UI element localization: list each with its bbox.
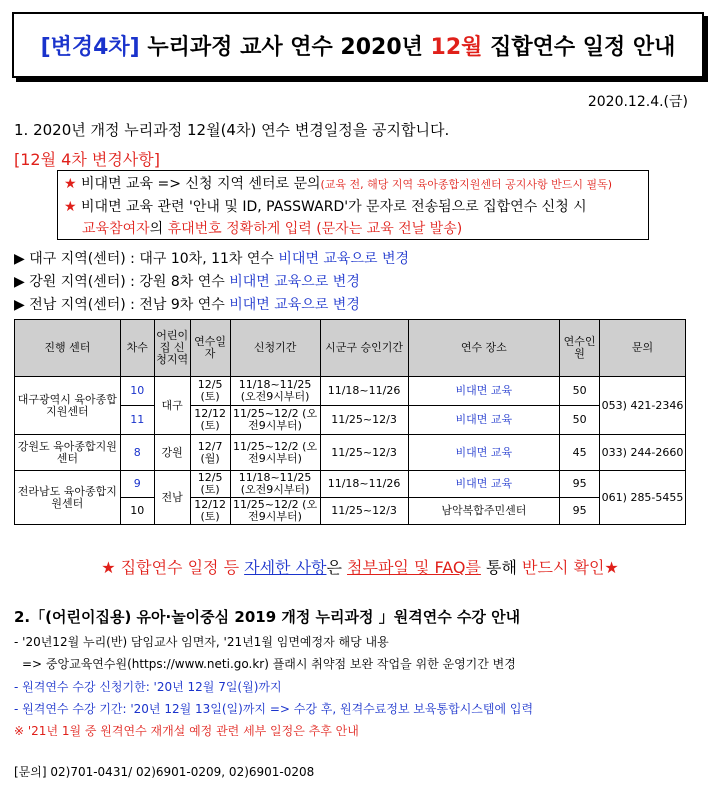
info-line-1: - '20년12월 누리(반) 담임교사 임면자, '21년1월 임면예정자 해당 내용 <box>14 635 389 649</box>
section1-heading: 1. 2020년 개정 누리과정 12월(4차) 연수 변경일정을 공지합니다. <box>14 121 450 139</box>
header-contact: 문의 <box>600 320 686 377</box>
header-round: 차수 <box>120 320 154 377</box>
notice-text-1a: 비대면 교육 => 신청 지역 센터로 문의 <box>81 176 321 192</box>
title-main: 누리과정 교사 연수 2020년 <box>139 34 431 60</box>
notice-text-1b: (교육 전, 해당 지역 육아종합지원센터 공지사항 반드시 필독) <box>320 178 613 191</box>
schedule-table <box>14 319 686 525</box>
change-notice-box <box>57 170 649 240</box>
star-icon: ★ <box>64 176 77 192</box>
notice-line-2 <box>64 196 642 218</box>
notice-text-2a: 비대면 교육 관련 '안내 및 ID, PASSWARD'가 문자로 전송됨으로 집합연수 신청 시 <box>81 199 587 215</box>
table-row: 10 12/12 (토) 11/25~12/2 (오전9시부터) 11/25~12/3 남악복합주민센터 95 <box>15 498 686 525</box>
title-box <box>12 12 704 78</box>
title-change-tag: [변경4차] <box>40 34 140 60</box>
notice-text-3b: 의 <box>149 221 168 237</box>
contact-jeonnam: 061) 285-5455 <box>600 471 686 525</box>
region-jeonnam: ▶ 전남 지역(센터) : 전남 9차 연수 비대면 교육으로 변경 <box>14 297 360 313</box>
star-icon: ★ <box>64 199 77 215</box>
section2-heading: 2.「(어린이집용) 유아·놀이중심 2019 개정 누리과정 」원격연수 수강 안내 <box>14 608 521 626</box>
area-gangwon: 강원 <box>154 435 190 471</box>
center-gangwon: 강원도 육아종합지원센터 <box>15 435 121 471</box>
header-area: 어린이집 신청지역 <box>154 320 190 377</box>
header-apply: 신청기간 <box>230 320 320 377</box>
area-daegu: 대구 <box>154 377 190 435</box>
info-line-2: => 중앙교육연수원(https://www.neti.go.kr) 플래시 취약점 보완 작업을 위한 운영기간 변경 <box>22 657 516 671</box>
table-row: 전라남도 육아종합지원센터 9 전남 12/5 (토) 11/18~11/25 (오전9시부터) 11/18~11/26 비대면 교육 95 061) 285-5455 <box>15 471 686 498</box>
info-line-5: ※ '21년 1월 중 원격연수 재개설 예정 관련 세부 일정은 추후 안내 <box>14 724 359 738</box>
center-daegu: 대구광역시 육아종합지원센터 <box>15 377 121 435</box>
region-daegu: ▶ 대구 지역(센터) : 대구 10차, 11차 연수 비대면 교육으로 변경 <box>14 251 410 267</box>
header-date: 연수일자 <box>190 320 230 377</box>
info-line-4: - 원격연수 수강 기간: '20년 12월 13일(일)까지 => 수강 후, 원격수료정보 보육통합시스템에 입력 <box>14 702 534 716</box>
contact-daegu: 053) 421-2346 <box>600 377 686 435</box>
notice-text-3c: 휴대번호 정확하게 입력 (문자는 교육 전날 발송) <box>167 221 463 237</box>
notice-line-1 <box>64 173 642 196</box>
header-count: 연수인원 <box>560 320 600 377</box>
table-row: 강원도 육아종합지원센터 8 강원 12/7 (월) 11/25~12/2 (오전9시부터) 11/25~12/3 비대면 교육 45 033) 244-2660 <box>15 435 686 471</box>
change-heading: [12월 4차 변경사항] <box>14 150 160 169</box>
area-jeonnam: 전남 <box>154 471 190 525</box>
notice-text-3a: 교육참여자 <box>82 221 150 237</box>
center-jeonnam: 전라남도 육아종합지원센터 <box>15 471 121 525</box>
bottom-notice: ★ 집합연수 일정 등 자세한 사항은 첨부파일 및 FAQ를 통해 반드시 확인★ <box>101 558 619 577</box>
region-gangwon: ▶ 강원 지역(센터) : 강원 8차 연수 비대면 교육으로 변경 <box>14 274 360 290</box>
table-row: 대구광역시 육아종합지원센터 10 대구 12/5 (토) 11/18~11/25 (오전9시부터) 11/18~11/26 비대면 교육 50 053) 421-2346 <box>15 377 686 406</box>
title-month: 12월 <box>430 34 483 60</box>
notice-line-3 <box>64 218 642 240</box>
header-place: 연수 장소 <box>408 320 560 377</box>
contact-gangwon: 033) 244-2660 <box>600 435 686 471</box>
title-suffix: 집합연수 일정 안내 <box>482 34 676 60</box>
header-approve: 시군구 승인기간 <box>320 320 408 377</box>
info-line-3: - 원격연수 수강 신청기한: '20년 12월 7일(월)까지 <box>14 680 282 694</box>
header-center: 진행 센터 <box>15 320 121 377</box>
contact-info: [문의] 02)701-0431/ 02)6901-0209, 02)6901-0208 <box>14 765 315 779</box>
notice-date: 2020.12.4.(금) <box>587 94 688 110</box>
table-row: 11 12/12 (토) 11/25~12/2 (오전9시부터) 11/25~12/3 비대면 교육 50 <box>15 406 686 435</box>
